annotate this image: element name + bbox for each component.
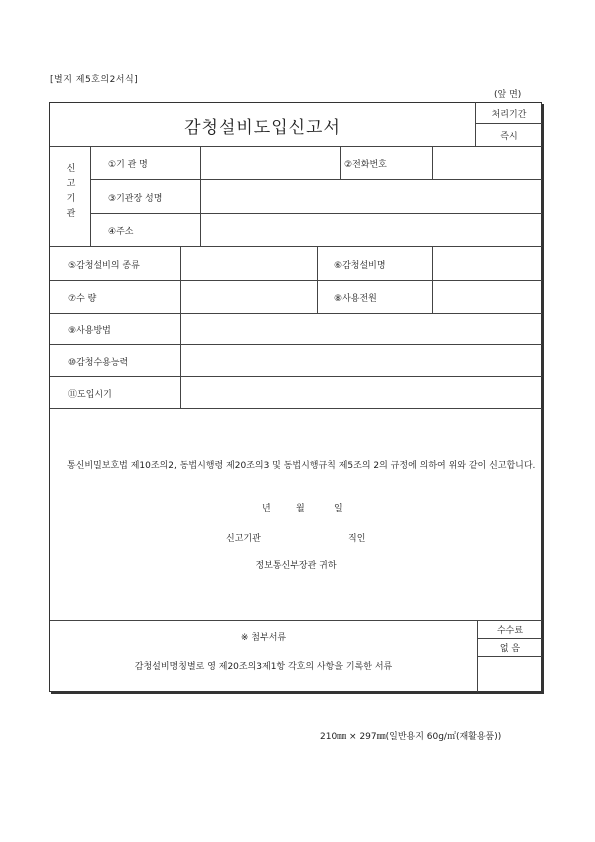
- attachments-header: ※ 첨부서류: [240, 633, 287, 643]
- form-number-label: [별지 제5호의2서식]: [50, 75, 139, 85]
- signer-label: 신고기관: [226, 534, 261, 544]
- divider: [50, 408, 542, 409]
- quantity-field[interactable]: [181, 281, 316, 312]
- seal-label: 직인: [348, 534, 366, 544]
- date-year-label: 년: [262, 504, 271, 514]
- quantity-label: ⑦수 량: [68, 294, 97, 304]
- page-side-label: (앞 면): [494, 90, 522, 100]
- date-month-label: 월: [296, 504, 305, 514]
- usage-label: ⑨사용방법: [68, 326, 111, 336]
- capacity-field[interactable]: [181, 345, 541, 375]
- form-title: 감청설비도입신고서: [184, 118, 341, 138]
- fee-value: 없 음: [499, 644, 521, 654]
- fee-label: 수수료: [496, 626, 524, 636]
- address-label: ④주소: [108, 227, 134, 237]
- date-day-label: 일: [334, 504, 343, 514]
- divider: [477, 656, 542, 657]
- divider: [477, 638, 542, 639]
- attachments-item: 감청설비명칭별로 영 제20조의3제1항 각호의 사항을 기록한 서류: [134, 662, 393, 672]
- equipment-type-field[interactable]: [181, 247, 316, 279]
- org-name-label: ①기 관 명: [108, 160, 148, 170]
- phone-label: ②전화번호: [344, 160, 387, 170]
- frame-shadow-right: [542, 104, 544, 694]
- intro-date-field[interactable]: [181, 377, 541, 407]
- intro-date-label: ⑪도입시기: [68, 390, 112, 400]
- equipment-type-label: ⑤감청설비의 종류: [68, 261, 140, 271]
- power-label: ⑧사용전원: [334, 294, 377, 304]
- divider: [50, 620, 542, 621]
- equipment-name-field[interactable]: [433, 247, 541, 279]
- head-name-label: ③기관장 성명: [108, 194, 163, 204]
- processing-period-value: 즉시: [500, 132, 518, 142]
- address-field[interactable]: [201, 214, 541, 245]
- head-name-field[interactable]: [201, 180, 541, 212]
- power-field[interactable]: [433, 281, 541, 312]
- divider: [340, 146, 341, 179]
- declaration-text: 통신비밀보호법 제10조의2, 동법시행령 제20조의3 및 동법시행규칙 제5조의 2의 규정에 의하여 위와 같이 신고합니다.: [67, 461, 536, 471]
- usage-field[interactable]: [181, 314, 541, 343]
- paper-size-footer: 210㎜ × 297㎜(일반용지 60g/㎡(재활용품)): [320, 732, 502, 742]
- equipment-name-label: ⑥감청설비명: [334, 261, 386, 271]
- capacity-label: ⑩감청수용능력: [68, 358, 129, 368]
- addressee: 정보통신부장관 귀하: [255, 561, 337, 571]
- phone-field[interactable]: [433, 147, 541, 178]
- org-name-field[interactable]: [201, 147, 339, 178]
- frame-shadow-bottom: [51, 692, 544, 694]
- divider: [90, 146, 91, 246]
- processing-period-label: 처리기간: [491, 110, 527, 120]
- reporter-section-label: 신 고 기 관: [66, 164, 76, 219]
- divider: [475, 123, 542, 124]
